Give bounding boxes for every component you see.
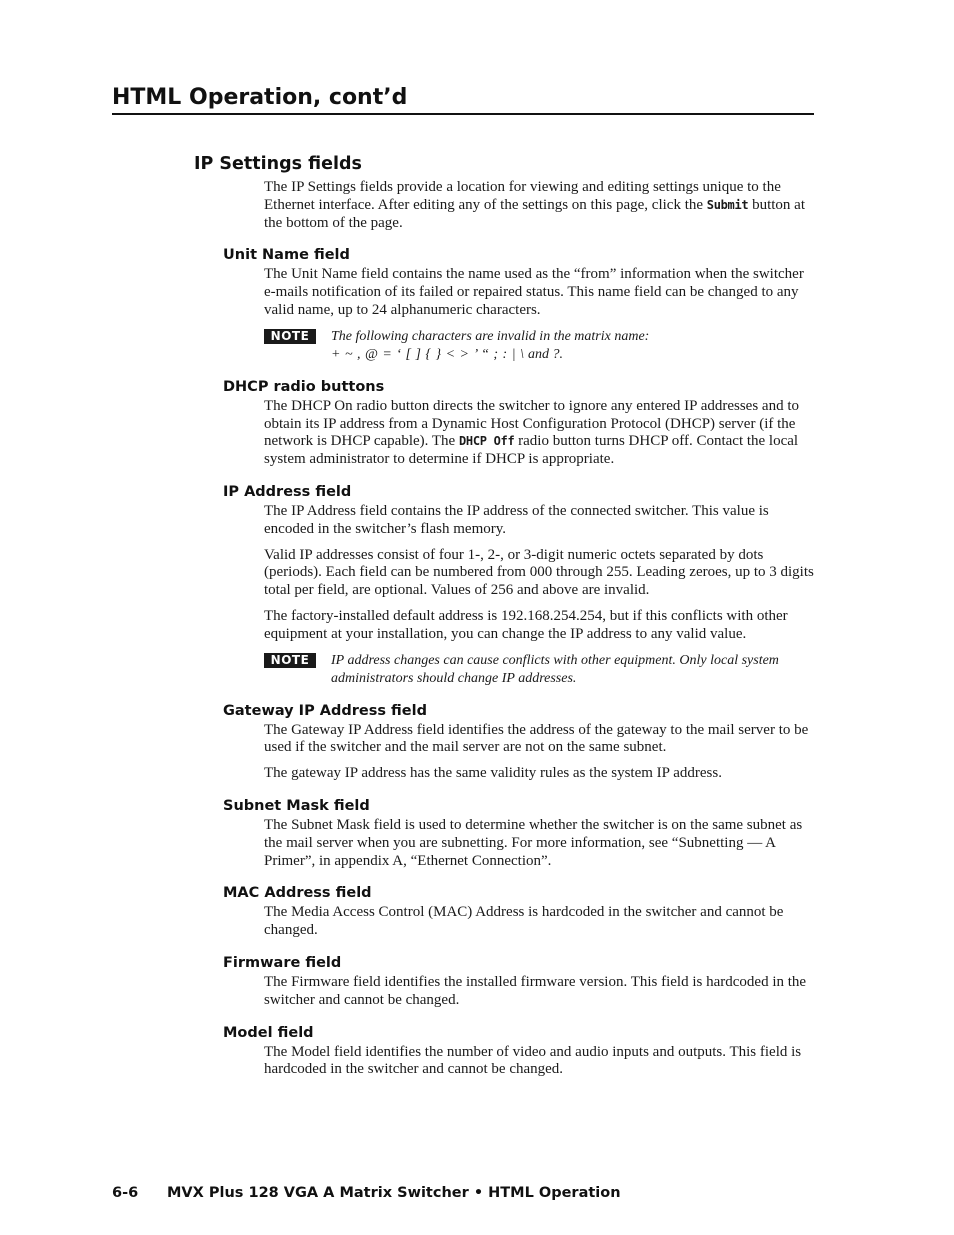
subnet-paragraph: The Subnet Mask field is used to determine whether the switcher is on the same subnet as the mail server when you are subnetting. For more information, see “Subnetting — A Primer”, in appendix A, “Ethernet Connection”. xyxy=(264,816,803,869)
gateway-paragraph: The Gateway IP Address field identifies the address of the gateway to the mail server to be used if the switcher and the mail server are not on the same subnet. xyxy=(264,721,809,756)
ip-address-paragraph: The IP Address field contains the IP address of the connected switcher. This value is encoded in the switcher’s flash memory. xyxy=(264,502,769,537)
dhcp-text-after: radio button turns DHCP off. Contact the local system administrator to determine if DHCP is appropriate. xyxy=(264,433,799,468)
firmware-paragraph: The Firmware field identifies the installed firmware version. This field is hardcoded in the switcher and cannot be changed. xyxy=(264,973,807,1008)
invalid-characters: + ~ , @ = ‘ [ ] { } < > ’ “ ; : | \ xyxy=(331,346,525,362)
note-line xyxy=(331,346,815,364)
note-text xyxy=(331,328,815,364)
page-number: 6-6 xyxy=(112,1185,139,1201)
header-rule xyxy=(112,113,814,115)
page-title: HTML Operation, cont’d xyxy=(112,85,408,110)
intro-text-before: The IP Settings fields provide a location for viewing and editing settings unique to the Ethernet interface. After editing any of the settings on this page, click the xyxy=(264,179,781,213)
note-badge: NOTE xyxy=(264,653,316,668)
model-heading: Model field xyxy=(223,1024,314,1041)
note-text: IP address changes can cause conflicts with other equipment. Only local system administrators should change IP addresses. xyxy=(331,652,779,686)
mac-heading: MAC Address field xyxy=(223,885,372,902)
footer-title: MVX Plus 128 VGA A Matrix Switcher • HTML Operation xyxy=(167,1185,621,1201)
gateway-paragraph: The gateway IP address has the same validity rules as the system IP address. xyxy=(264,765,722,782)
note-badge: NOTE xyxy=(264,329,316,344)
mac-paragraph: The Media Access Control (MAC) Address is hardcoded in the switcher and cannot be changed. xyxy=(264,904,784,939)
note-line: The following characters are invalid in the matrix name: xyxy=(331,328,650,344)
unit-name-paragraph: The Unit Name field contains the name used as the “from” information when the switcher e-mails notification of its failed or repaired status. This name field can be changed to any valid name, up to 24 alphanumeric characters. xyxy=(264,266,804,318)
unit-name-heading: Unit Name field xyxy=(223,247,350,264)
dhcp-text-before: The DHCP On radio button directs the switcher to ignore any entered IP addresses and to obtain its IP address from a Dynamic Host Configuration Protocol (DHCP) server (if the network is DHCP capable). The xyxy=(264,397,800,450)
subnet-heading: Subnet Mask field xyxy=(223,797,370,814)
main-content xyxy=(112,152,816,1087)
ip-address-note xyxy=(264,652,816,688)
submit-button-name: Submit xyxy=(706,197,749,212)
model-paragraph: The Model field identifies the number of video and audio inputs and outputs. This field is hardcoded in the switcher and cannot be changed. xyxy=(264,1043,802,1078)
ip-address-paragraph: Valid IP addresses consist of four 1-, 2-, or 3-digit numeric octets separated by dots (periods). Each field can be numbered from 000 through 255. Leading zeroes, up to 3 digits total per field, are optional. Values of 256 and above are invalid. xyxy=(264,546,814,599)
page-header xyxy=(112,84,814,115)
firmware-heading: Firmware field xyxy=(223,954,342,971)
section-title: IP Settings fields xyxy=(194,154,362,174)
ip-address-paragraph: The factory-installed default address is 192.168.254.254, but if this conflicts with other equipment at your installation, you can change the IP address to any valid value. xyxy=(264,607,788,642)
note-line-end: and ?. xyxy=(524,346,563,362)
dhcp-off-button-name: DHCP Off xyxy=(458,434,515,449)
gateway-heading: Gateway IP Address field xyxy=(223,702,427,719)
dhcp-heading: DHCP radio buttons xyxy=(223,378,385,395)
intro-paragraph xyxy=(264,179,816,232)
intro-text-after: button at the bottom of the page. xyxy=(264,196,806,231)
unit-name-note xyxy=(264,328,816,364)
ip-address-heading: IP Address field xyxy=(223,483,352,500)
page-footer xyxy=(112,1184,621,1203)
dhcp-paragraph xyxy=(264,398,816,469)
